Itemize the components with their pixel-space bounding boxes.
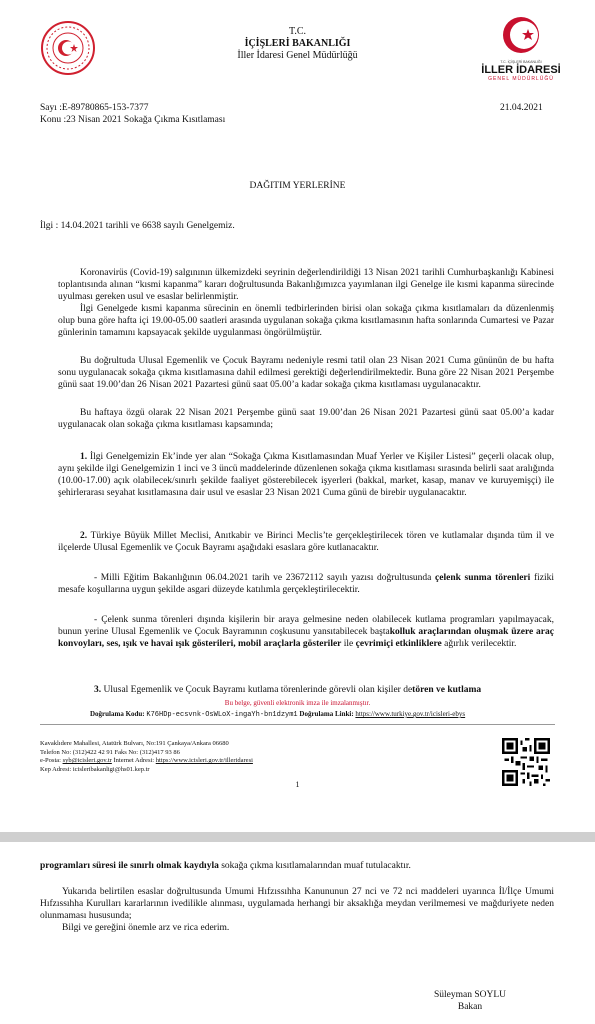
item-3-number: 3. [94,685,102,695]
footer-address: Kavaklıdere Mahallesi, Atatürk Bulvarı, No:191 Çankaya/Ankara 06680 [40,740,229,747]
logo-title: İLLER İDARESİ [481,64,561,76]
verification-code-label: Doğrulama Kodu: [90,710,145,718]
sub-item-2-text-e: ağırlık verilecektir. [441,639,517,649]
sub-item-2-text-a: - Çelenk sunma törenleri dışında kişilerin bir araya gelmesine neden olabilecek kutlama programları yapılmayacak, bunun yerine Ulusal Egemenlik ve Çocuk Bayramının coşkusunu yansıtabilecek başta [58,615,554,637]
sayi-line: Sayı :E-89780865-153-7377 [40,103,149,113]
ilgi-line: İlgi : 14.04.2021 tarihli ve 6638 sayılı Genelgemiz. [40,221,235,231]
header-directorate: İller İdaresi Genel Müdürlüğü [237,50,358,61]
esign-notice: Bu belge, güvenli elektronik imza ile imzalanmıştır. [224,699,371,707]
state-seal-icon [40,20,96,76]
page-separator [0,832,595,842]
iller-idaresi-logo [478,15,564,85]
footer-email-web [40,757,253,766]
sub-item-2 [58,614,554,650]
item-1 [58,451,554,499]
footer-divider [40,724,555,725]
document-page-2 [0,842,595,1024]
item-2-text: Türkiye Büyük Millet Meclisi, Anıtkabir ve Birinci Meclis’te gerçekleştirilecek tören ve kutlamalar dışında tüm il ve ilçelerde Ulusal Egemenlik ve Çocuk Bayramı aşağıdaki esaslara göre kutlanacaktır. [58,531,554,553]
logo-top-text: T.C. İÇİŞLERİ BAKANLIĞI [500,60,542,64]
sub-item-2-text-c: ile [341,639,356,649]
footer-phone: Telefon No: (312)422 42 91 Faks No: (312)417 93 86 [40,748,180,756]
verification-link-label: Doğrulama Linki: [299,710,354,718]
sub-item-2-bold-b: kolluk araçlarından oluşmak üzere araç konvoyları, ses, ışık ve havai ışık gösterileri, mobil araçlarla gösteriler [58,627,554,649]
verification-link[interactable]: https://www.turkiye.gov.tr/icisleri-ebys [355,710,466,718]
item-2-number: 2. [80,531,88,541]
continuation-text: sokağa çıkma kısıtlamalarından muaf tutulacaktır. [218,861,411,871]
item-3 [58,684,558,696]
crescent-star-logo-icon [478,15,564,55]
paragraph-4: Bu haftaya özgü olarak 22 Nisan 2021 Perşembe günü saat 19.00’dan 26 Nisan 2021 Pazartesi günü saat 05.00’a kadar uygulanacak olan sokağa çıkma kısıtlaması kapsamında; [58,408,554,430]
footer-kep: Kep Adresi: icisleribakanligi@hs01.kep.tr [40,765,150,773]
signer-title: Bakan [457,1002,483,1012]
paragraph-2: İlgi Genelgede kısmi kapanma sürecinin en önemli tedbirlerinden birisi olan sokağa çıkma kısıtlamaları da düzenlenmiş olup buna göre hafta içi 19.00-05.00 saatleri arasında uygulanan sokağa çıkma kısıtlamasının hafta sonlarında Cumartesi ve Pazar günlerinin tamamını kapsayacak şekilde uygulanması öngörülmüştür. [58,304,554,338]
konu-line: Konu :23 Nisan 2021 Sokağa Çıkma Kısıtlaması [40,115,226,125]
item-3-text: Ulusal Egemenlik ve Çocuk Bayramı kutlama törenlerinde görevli olan kişiler de [103,685,413,695]
logo-subtitle: GENEL MÜDÜRLÜĞÜ [488,76,554,82]
item-3-bold: tören ve kutlama [412,685,482,695]
sub-item-1-bold: çelenk sunma törenleri [435,573,531,583]
header-tc: T.C. [288,26,307,37]
footer-web-link[interactable]: https://www.icisleri.gov.tr/illeridaresi [155,757,253,764]
document-date: 21.04.2021 [500,103,543,113]
header-ministry: İÇİŞLERİ BAKANLIĞI [244,38,351,49]
sub-item-2-bold-d: çevrimiçi etkinliklere [355,639,442,649]
sub-item-1-text-a: - Milli Eğitim Bakanlığının 06.04.2021 tarih ve 23672112 sayılı yazısı doğrultusunda [94,573,436,583]
item-1-text: İlgi Genelgemizin Ek’inde yer alan “Sokağa Çıkma Kısıtlamasından Muaf Yerler ve Kişiler Listesi” geçerli olacak olup, aynı şekilde ilgi Genelgemizin 1 inci ve 3 üncü maddelerinde düzenlenen sokağa çıkma kısıtlaması sırasında belirli saat aralığında (10.00-17.00) açık olabilecek/sınırlı şekilde faaliyet gösterebilecek işyerleri (bakkal, market, kasap, manav ve kuruyemişçi) ile şehirlerarası seyahat kısıtlamasına dair usul ve esaslar 23 Nisan 2021 Cuma günü de birebir uygulanacaktır. [58,452,555,498]
continuation-line [40,860,411,872]
sub-item-1-text-c: fiziki mesafe koşullarına uygun şekilde asgari düzeyde katılımla gerçekleştirilecektir. [58,573,554,595]
signer-name: Süleyman SOYLU [433,990,507,1000]
verification-line [90,710,465,719]
footer-email-link[interactable]: syb@icisleri.gov.tr [62,757,112,764]
item-1-number: 1. [80,452,88,462]
verification-code: K76HDp-ecsvnk-OsWLoX-ingaYh-bn1dzym1 [146,711,298,719]
paragraph-3: Bu doğrultuda Ulusal Egemenlik ve Çocuk Bayramı nedeniyle resmi tatil olan 23 Nisan 2021 Cuma gününün de bu hafta sonu uygulanacak sokağa çıkma kısıtlamasına dahil edilmesi gerektiği değerlendirilmektedir. Buna göre 22 Nisan 2021 Perşembe günü saat 19.00’dan 26 Nisan 2021 Pazartesi günü saat 05.00’a kadar sokağa çıkma kısıtlaması uygulanacaktır. [58,356,554,390]
paragraph-1: Koronavirüs (Covid-19) salgınının ülkemizdeki seyrinin değerlendirildiği 13 Nisan 2021 tarihli Cumhurbaşkanlığı Kabinesi toplantısında alınan “kısmi kapanma” kararı doğrultusunda Bakanlığımızca yayımlanan ilgi Genelge ile kısmi kapanma sürecinde uyulması gereken usul ve esaslar belirlenmiştir. [58,268,554,302]
footer-web-label: İnternet Adresi: [111,757,156,764]
footer-email-label: e-Posta: [40,757,63,764]
page-number: 1 [295,780,300,789]
sub-item-1 [58,572,554,596]
paragraph-6: Bilgi ve gereğini önemle arz ve rica ederim. [62,923,230,933]
qr-code-icon [502,738,550,786]
footer-contact [40,740,253,774]
continuation-bold: programları süresi ile sınırlı olmak kaydıyla [40,861,219,871]
paragraph-5: Yukarıda belirtilen esaslar doğrultusunda Umumi Hıfzıssıhha Kanununun 27 nci ve 72 nci maddeleri uyarınca İl/İlçe Umumi Hıfzıssıhha Kurulları kararlarının ivedilikle alınması, uygulamada herhangi bir aksaklığa meydan verilmemesi ve mağduriyete neden olunmaması hususunda; [40,887,554,921]
distribution-heading: DAĞITIM YERLERİNE [249,181,346,191]
item-2 [58,530,554,554]
